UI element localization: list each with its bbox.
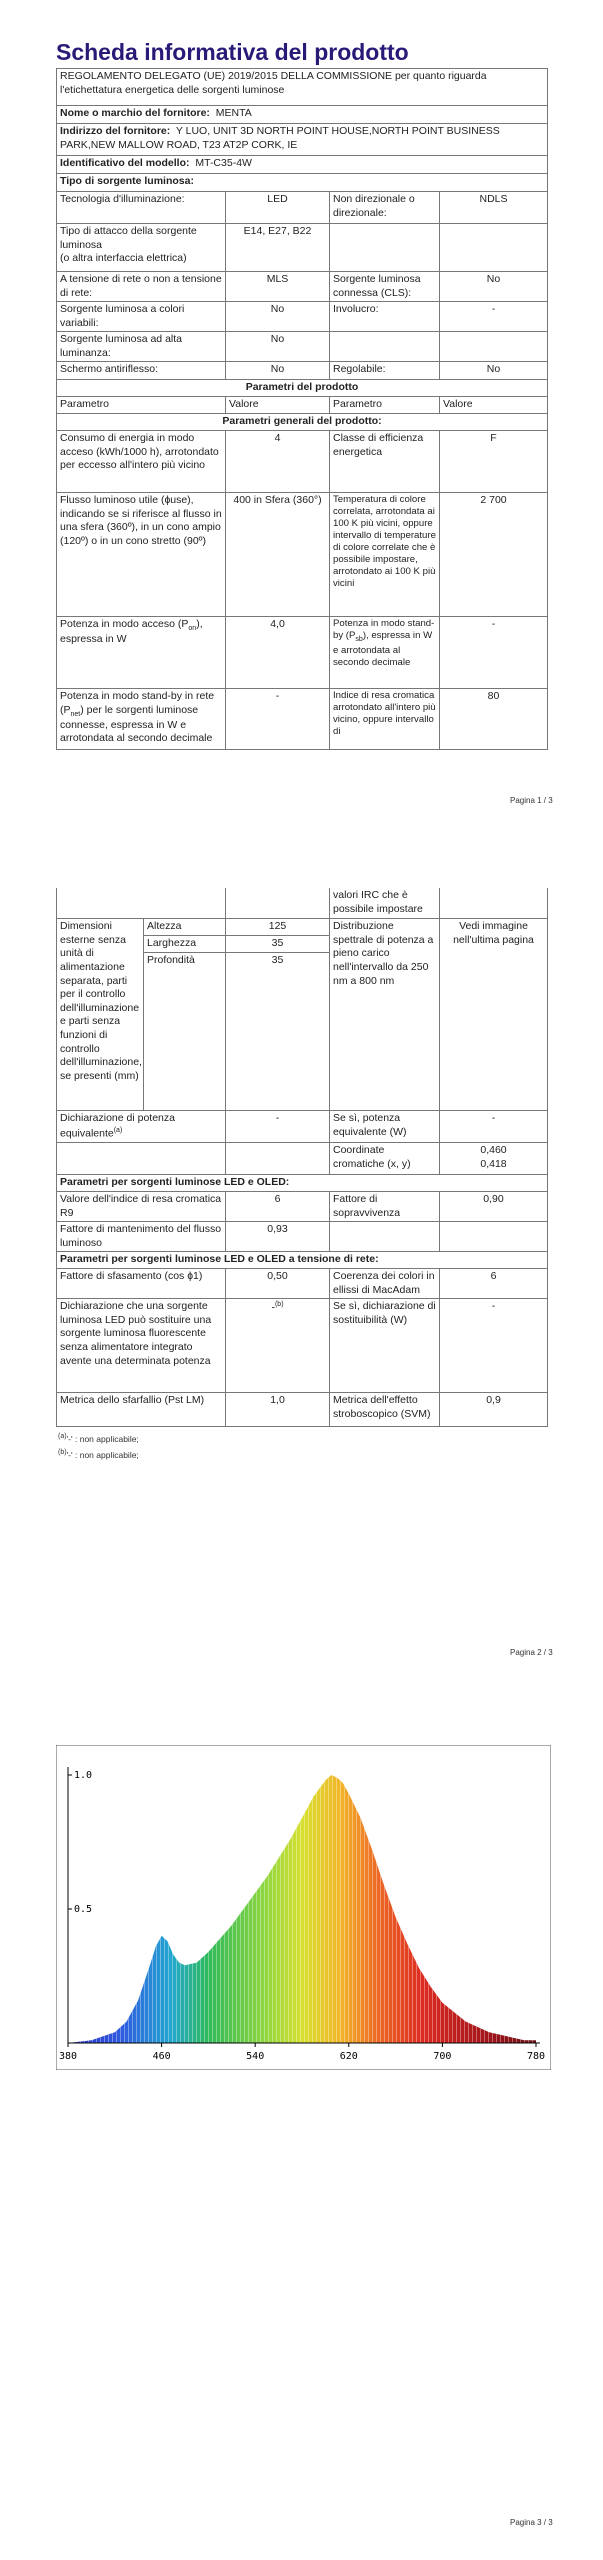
r9-label: Valore dell'indice di resa cromatica R9 <box>57 1191 225 1221</box>
pst-value: 1,0 <box>225 1392 329 1426</box>
page-number-2: Pagina 2 / 3 <box>510 1648 553 1657</box>
pot-on-value: 4,0 <box>225 616 329 688</box>
irc-cont: valori IRC che è possibile impostare <box>329 888 439 918</box>
cls-label: Sorgente luminosa connessa (CLS): <box>329 271 439 301</box>
sost-value: - <box>439 1298 547 1392</box>
attacco-value: E14, E27, B22 <box>225 223 329 271</box>
larghezza-label: Larghezza <box>143 935 225 952</box>
sfas-value: 0,50 <box>225 1268 329 1298</box>
page-1 <box>0 0 603 840</box>
regolabile-value: No <box>439 361 547 379</box>
attacco-label: Tipo di attacco della sorgente luminosa (o altra interfaccia elettrica) <box>57 223 225 271</box>
colori-label: Sorgente luminosa a colori variabili: <box>57 301 225 331</box>
pot-net-label: Potenza in modo stand-by in rete $(P_{net})$ per le sorgenti luminose connesse, espressa in W e arrotondata al secondo decimale <box>57 688 225 749</box>
tensione-label: A tensione di rete o non a tensione di rete: <box>57 271 225 301</box>
svm-value: 0,9 <box>439 1392 547 1426</box>
page-number-3: Pagina 3 / 3 <box>510 2518 553 2527</box>
x-tick-label: 460 <box>152 2051 171 2062</box>
mant-label: Fattore di mantenimento del flusso luminoso <box>57 1221 225 1251</box>
temp-label: Temperatura di colore correlata, arrotondata ai 100 K più vicini, oppure intervallo di temperature di colore correlate che è possibile impostare, arrotondato ai 100 K più vicini <box>329 492 439 616</box>
page-3 <box>0 1700 603 2560</box>
col-param-2: Parametro <box>329 396 439 413</box>
consumo-value: 4 <box>225 430 329 492</box>
coord-label: Coordinate cromatiche (x, y) <box>329 1142 439 1174</box>
tecnologia-label: Tecnologia d'illuminazione: <box>57 191 225 223</box>
profondita-label: Profondità <box>143 952 225 1110</box>
direzionale-value: NDLS <box>439 191 547 223</box>
led-header: Parametri per sorgenti luminose LED e OLED: <box>57 1174 547 1191</box>
model-id: MT-C35-4W <box>195 157 252 169</box>
distrib-value: Vedi immagine nell'ultima pagina <box>439 918 547 1110</box>
schermo-label: Schermo antiriflesso: <box>57 361 225 379</box>
led-mains-header: Parametri per sorgenti luminose LED e OLED a tensione di rete: <box>57 1251 547 1268</box>
temp-value: 2 700 <box>439 492 547 616</box>
sopravv-label: Fattore di sopravvivenza <box>329 1191 439 1221</box>
tecnologia-value: LED <box>225 191 329 223</box>
fluor-value: -$^{(b)}$ <box>225 1298 329 1392</box>
direzionale-label: Non direzionale o direzionale: <box>329 191 439 223</box>
x-tick-label: 380 <box>58 2051 78 2062</box>
larghezza-value: 35 <box>225 935 329 952</box>
x-tick-label: 620 <box>339 2051 358 2062</box>
sost-label: Se sì, dichiarazione di sostituibilità (W) <box>329 1298 439 1392</box>
col-value-2: Valore <box>439 396 547 413</box>
mant-value: 0,93 <box>225 1221 329 1251</box>
col-value-1: Valore <box>225 396 329 413</box>
profondita-value: 35 <box>225 952 329 1110</box>
y-tick-label: 1.0 <box>74 1770 93 1781</box>
page-title: Scheda informativa del prodotto <box>56 39 409 65</box>
equiv-label: Dichiarazione di potenza equivalente$^{(a)}$ <box>57 1110 225 1142</box>
macadam-label: Coerenza dei colori in ellissi di MacAdam <box>329 1268 439 1298</box>
colori-value: No <box>225 301 329 331</box>
macadam-value: 6 <box>439 1268 547 1298</box>
altezza-label: Altezza <box>143 918 225 935</box>
cls-value: No <box>439 271 547 301</box>
alta-value: No <box>225 331 329 361</box>
pot-sb-label: Potenza in modo stand-by $(P_{sb})$, espressa in W e arrotondata al secondo decimale <box>329 616 439 688</box>
equiv-w-label: Se sì, potenza equivalente (W) <box>329 1110 439 1142</box>
sopravv-value: 0,90 <box>439 1191 547 1221</box>
footnote-a: $^{(a)}$'-' : non applicabile; <box>58 1433 139 1444</box>
supplier-address: Y LUO, UNIT 3D NORTH POINT HOUSE,NORTH POINT BUSINESS PARK,NEW MALLOW ROAD, T23 AT2P CORK, IE <box>60 125 500 151</box>
sfas-label: Fattore di sfasamento (cos ɸ1) <box>57 1268 225 1298</box>
irc-value: 80 <box>439 688 547 749</box>
equiv-value: - <box>225 1110 329 1142</box>
irc-label: Indice di resa cromatica arrotondato all'intero più vicino, oppure intervallo di <box>329 688 439 749</box>
page-2 <box>0 870 603 1690</box>
flusso-label: Flusso luminoso utile (ɸuse), indicando se si riferisce al flusso in una sfera (360º), in un cono ampio (120º) o in un cono stretto (90º) <box>57 492 225 616</box>
col-param-1: Parametro <box>57 396 225 413</box>
regulation-text: REGOLAMENTO DELEGATO (UE) 2019/2015 DELLA COMMISSIONE per quanto riguarda l'etichettatura energetica delle sorgenti luminose <box>60 70 487 96</box>
general-header: Parametri generali del prodotto: <box>57 413 547 430</box>
page-number-1: Pagina 1 / 3 <box>510 796 553 805</box>
supplier-name: MENTA <box>215 107 252 119</box>
regolabile-label: Regolabile: <box>329 361 439 379</box>
flusso-value: 400 in Sfera (360°) <box>225 492 329 616</box>
product-info-table <box>56 68 548 750</box>
schermo-value: No <box>225 361 329 379</box>
classe-value: F <box>439 430 547 492</box>
x-tick-label: 780 <box>526 2051 546 2062</box>
fluor-label: Dichiarazione che una sorgente luminosa LED può sostituire una sorgente luminosa fluorescente senza alimentatore integrato avente una determinata potenza <box>57 1298 225 1392</box>
involucro-value: - <box>439 301 547 331</box>
spectrum-chart <box>56 1745 551 2070</box>
coord-value: 0,460 0,418 <box>439 1142 547 1174</box>
consumo-label: Consumo di energia in modo acceso (kWh/1000 h), arrotondato per eccesso all'intero più vicino <box>57 430 225 492</box>
x-tick-label: 700 <box>433 2051 452 2062</box>
dim-label: Dimensioni esterne senza unità di alimentazione separata, parti per il controllo dell'illuminazione e parti senza funzioni di controllo dell'illuminazione, se presenti (mm) <box>57 918 143 1110</box>
pst-label: Metrica dello sfarfallio (Pst LM) <box>57 1392 225 1426</box>
supplier-address-row: Indirizzo del fornitore: Y LUO, UNIT 3D NORTH POINT HOUSE,NORTH POINT BUSINESS PARK,NEW MALLOW ROAD, T23 AT2P CORK, IE <box>57 123 547 155</box>
pot-net-value: - <box>225 688 329 749</box>
footnote-b: $^{(b)}$'-' : non applicabile; <box>58 1449 139 1460</box>
product-info-table-cont <box>56 888 548 1427</box>
svm-label: Metrica dell'effetto stroboscopico (SVM) <box>329 1392 439 1426</box>
distrib-label: Distribuzione spettrale di potenza a pieno carico nell'intervallo da 250 nm a 800 nm <box>329 918 439 1110</box>
altezza-value: 125 <box>225 918 329 935</box>
pot-on-label: Potenza in modo acceso $(P_{on})$, espressa in W <box>57 616 225 688</box>
equiv-w-value: - <box>439 1110 547 1142</box>
model-id-row: Identificativo del modello: MT-C35-4W <box>57 155 547 173</box>
supplier-name-row: Nome o marchio del fornitore: MENTA <box>57 105 547 123</box>
source-type-header: Tipo di sorgente luminosa: <box>57 173 547 191</box>
pot-sb-value: - <box>439 616 547 688</box>
classe-label: Classe di efficienza energetica <box>329 430 439 492</box>
x-tick-label: 540 <box>246 2051 265 2062</box>
y-tick-label: 0.5 <box>74 1904 93 1915</box>
involucro-label: Involucro: <box>329 301 439 331</box>
params-header: Parametri del prodotto <box>57 379 547 396</box>
alta-label: Sorgente luminosa ad alta luminanza: <box>57 331 225 361</box>
tensione-value: MLS <box>225 271 329 301</box>
r9-value: 6 <box>225 1191 329 1221</box>
